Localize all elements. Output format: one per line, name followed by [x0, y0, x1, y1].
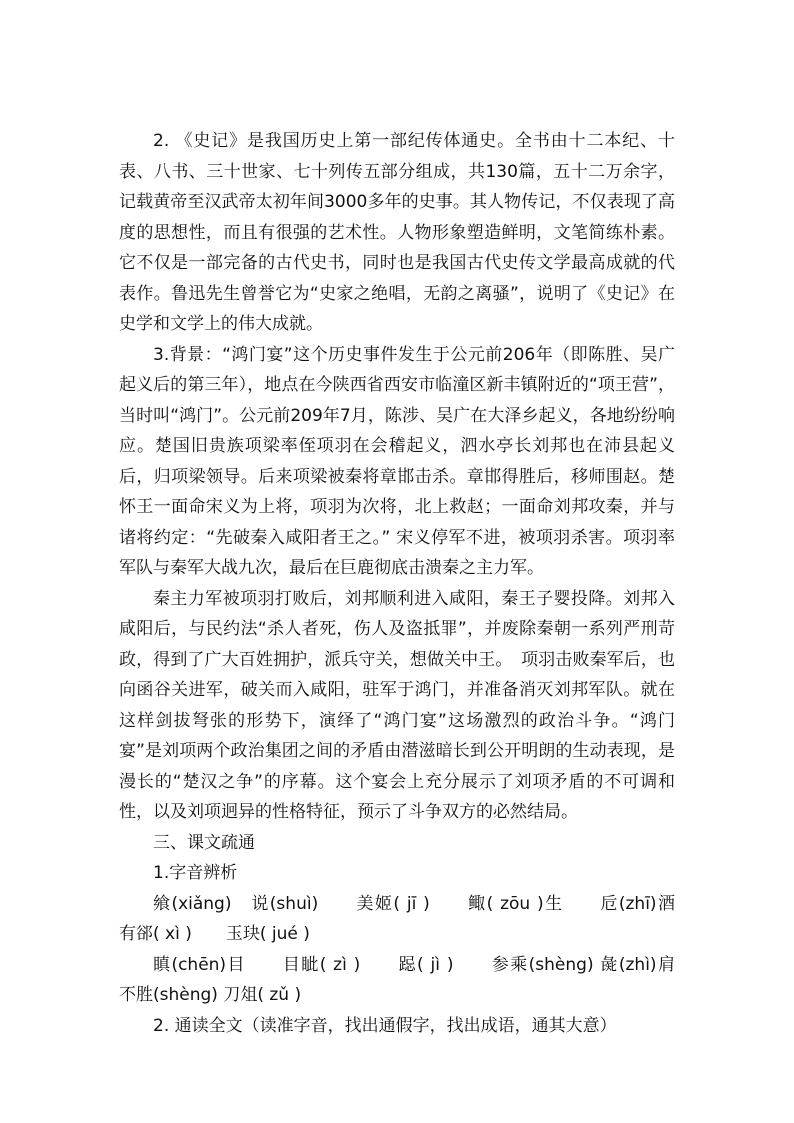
paragraph-shiji-intro: 2. 《史记》是我国历史上第一部纪传体通史。全书由十二本纪、十表、八书、三十世家、七十列传五部分组成，共130篇，五十二万余字，记载黄帝至汉武帝太初年间3000多年的史事。其人物传记，不仅表现了高度的思想性，而且有很强的艺术性。人物形象塑造鲜明，文笔简练朴素。它不仅是一部完备的古代史书，同时也是我国古代史传文学最高成就的代表作。鲁迅先生曾誉它为“史家之绝唱，无韵之离骚”，说明了《史记》在史学和文学上的伟大成就。: [119, 131, 675, 334]
section-heading-text-review: 三、课文疏通: [153, 832, 255, 853]
subheading-pronunciation: 1.字音辨析: [153, 863, 238, 883]
paragraph-history: 秦主力军被项羽打败后，刘邦顺利进入咸阳，秦王子婴投降。刘邦入咸阳后，与民约法“杀人者死，伤人及盗抵罪”，并废除秦朝一系列严刑苛政，得到了广大百姓拥护，派兵守关，想做关中王。 项羽击败秦军后，也向函谷关进军，破关而入咸阳，驻军于鸿门，并准备消灭刘邦军队。就在这样剑拔弩张的形势下，演绎了“鸿门宴”这场激烈的政治斗争。“鸿门宴”是刘项两个政治集团之间的矛盾由潜滋暗长到公开明朗的生动表现，是漫长的“楚汉之争”的序幕。这个宴会上充分展示了刘项矛盾的不可调和性，以及刘项迥异的性格特征，预示了斗争双方的必然结局。: [119, 588, 675, 822]
subheading-read-through: 2. 通读全文（读准字音，找出通假字，找出成语，通其大意）: [153, 1015, 617, 1036]
document-body: [119, 126, 709, 1041]
pronunciation-list-2: 瞋(chēn)目 目眦( zì ) 跽( jì ) 参乘(shèng) 彘(zhì)肩 不胜(shèng) 刀俎( zǔ ): [119, 954, 709, 1005]
paragraph-background: 3.背景：“鸿门宴”这个历史事件发生于公元前206年（即陈胜、吴广起义后的第三年），地点在今陕西省西安市临潼区新丰镇附近的“项王营”，当时叫“鸿门”。公元前209年7月，陈涉、吴广在大泽乡起义，各地纷纷响应。楚国旧贵族项梁率侄项羽在会稽起义，泗水亭长刘邦也在沛县起义后，归项梁领导。后来项梁被秦将章邯击杀。章邯得胜后，移师围赵。楚怀王一面命宋义为上将，项羽为次将，北上救赵；一面命刘邦攻秦，并与诸将约定：“先破秦入咸阳者王之。” 宋义停军不进，被项羽杀害。项羽率军队与秦军大战九次，最后在巨鹿彻底击溃秦之主力军。: [119, 344, 675, 578]
pronunciation-list-1: 飨(xiǎng) 说(shuì) 美姬( jī ) 鲰( zōu )生 卮(zhī)酒 有郤( xì ) 玉玦( jué ): [119, 893, 709, 944]
